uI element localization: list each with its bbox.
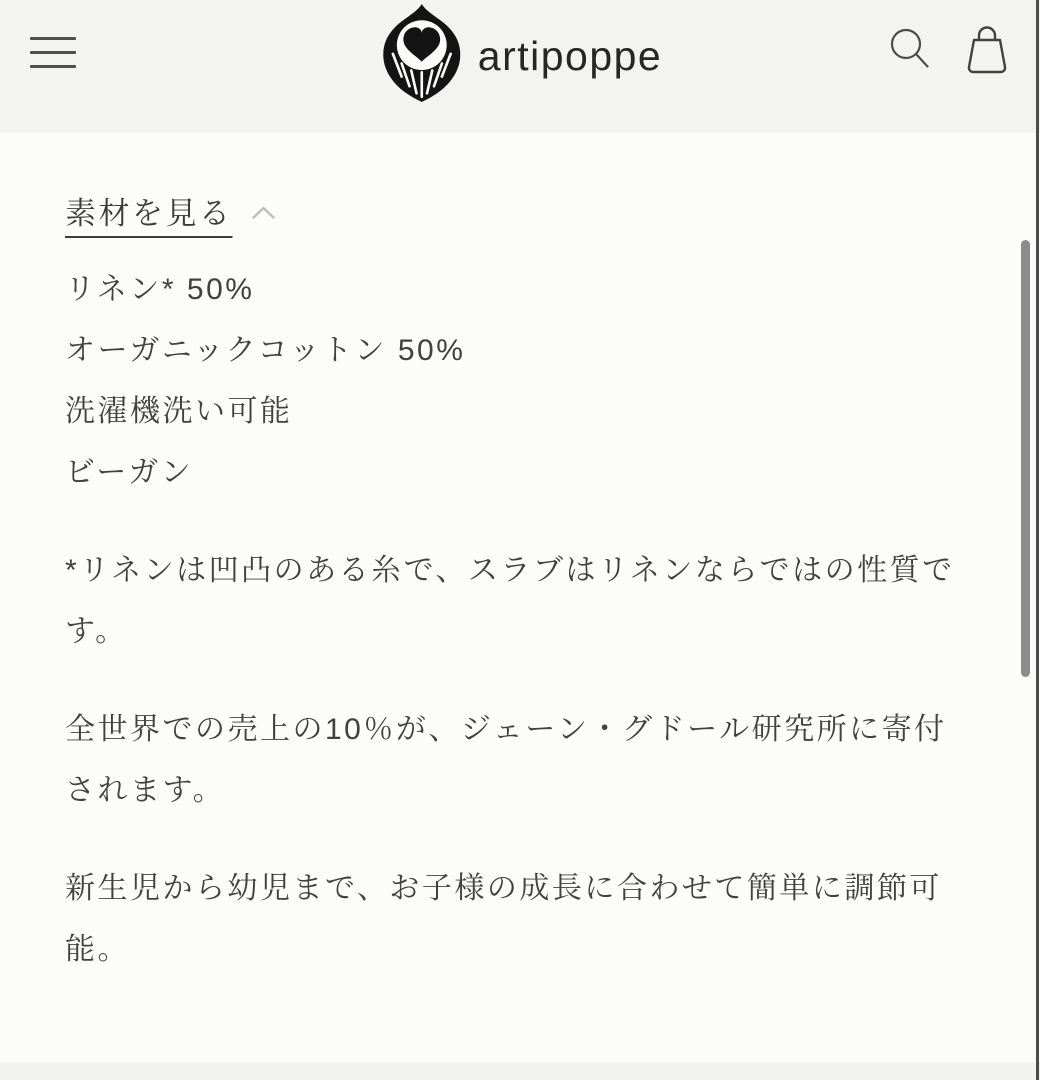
menu-button[interactable] — [30, 33, 78, 71]
description-paragraph: 新生児から幼児まで、お子様の成長に合わせて簡単に調節可能。 — [65, 872, 942, 966]
product-details — [0, 133, 1040, 1062]
material-item: ビーガン — [65, 456, 194, 489]
material-item: 洗濯機洗い可能 — [65, 395, 293, 428]
peacock-heart-emblem-icon — [378, 4, 466, 107]
right-edge-border — [1036, 0, 1039, 1080]
description-paragraph: *リネンは凹凸のある糸で、スラブはリネンならではの性質です。 — [65, 554, 955, 648]
cart-button[interactable] — [964, 25, 1010, 78]
description-paragraph: 全世界での売上の10％が、ジェーン・グドール研究所に寄付されます。 — [65, 713, 947, 807]
material-item: リネン* 50% — [65, 273, 255, 306]
hamburger-icon — [30, 37, 78, 68]
brand-name: artipoppe — [477, 32, 663, 79]
scrollbar-thumb[interactable] — [1021, 240, 1030, 677]
materials-toggle[interactable] — [65, 188, 276, 233]
materials-toggle-label: 素材を見る — [65, 196, 233, 231]
shopping-bag-icon — [964, 63, 1010, 78]
header-icons — [888, 25, 1010, 78]
footer-strip — [0, 1062, 1040, 1080]
search-button[interactable] — [888, 25, 930, 75]
brand-logo[interactable] — [378, 4, 662, 107]
header — [0, 0, 1040, 133]
chevron-up-icon — [251, 205, 276, 220]
search-icon — [888, 60, 930, 75]
materials-list — [65, 259, 975, 503]
material-item: オーガニックコットン 50% — [65, 334, 466, 367]
